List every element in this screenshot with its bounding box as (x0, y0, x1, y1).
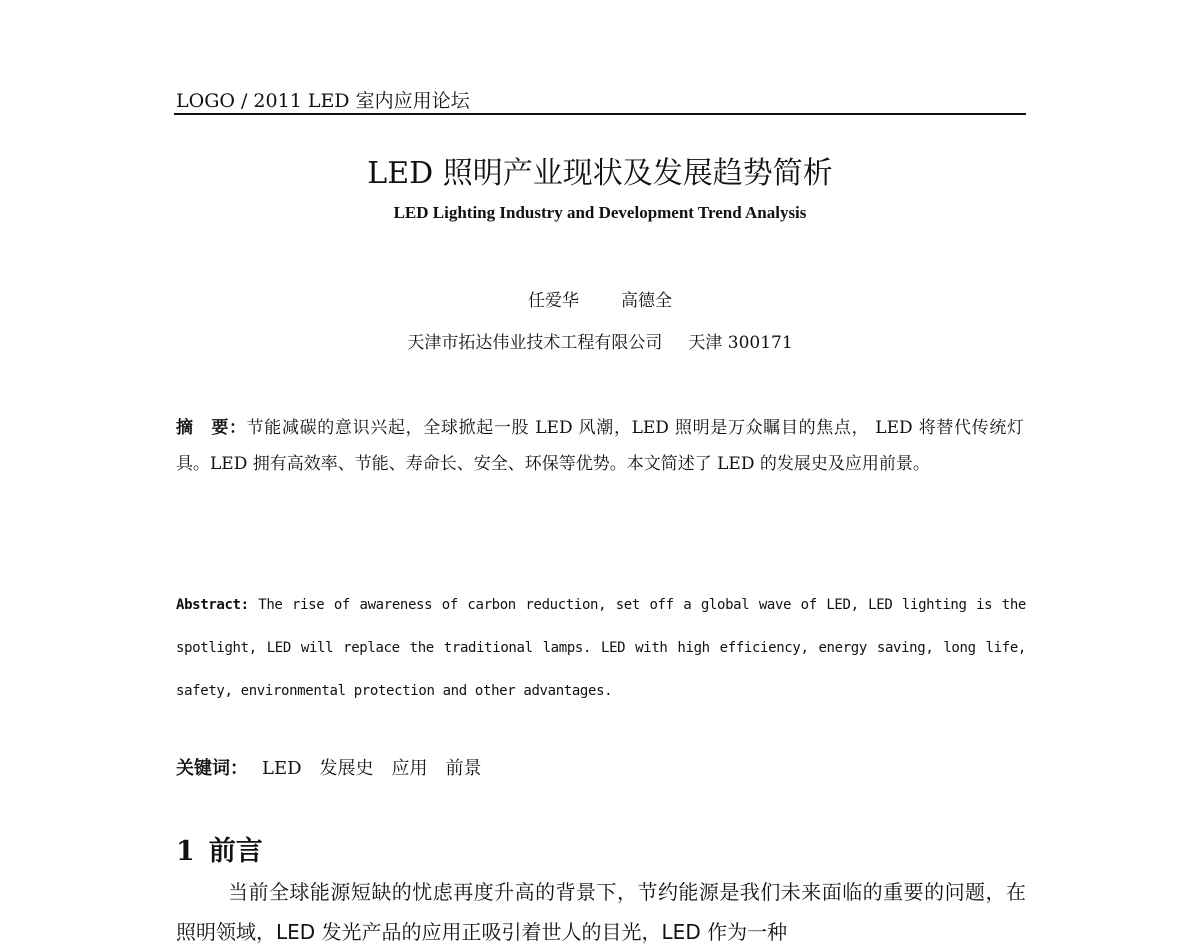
keyword: 应用 (391, 758, 428, 779)
keyword: 前景 (445, 758, 482, 779)
affiliation-city-postcode: 天津 300171 (688, 333, 793, 353)
author-name: 高德全 (621, 291, 672, 311)
keyword: 发展史 (319, 758, 374, 779)
section-heading (176, 829, 263, 868)
keywords (176, 754, 482, 780)
abstract-english-label: Abstract: (176, 597, 249, 613)
section-number: 1 (176, 836, 195, 867)
author-list (0, 286, 1200, 311)
running-header: LOGO / 2011 LED 室内应用论坛 (176, 90, 470, 112)
paper-title-chinese: LED 照明产业现状及发展趋势简析 (367, 156, 833, 191)
abstract-english (176, 584, 1026, 713)
affiliation-organization: 天津市拓达伟业技术工程有限公司 (407, 333, 663, 353)
keyword: LED (262, 758, 302, 779)
abstract-chinese-label: 摘 要： (176, 418, 247, 438)
author-affiliation (0, 328, 1200, 353)
abstract-english-text: The rise of awareness of carbon reduction, set off a global wave of LED, LED lighting is the spotlight, LED will replace the traditional lamps. LED with high efficiency, energy saving, long life, safety, environmental protection and other advantages. (176, 597, 1026, 699)
author-name: 任爱华 (528, 291, 579, 311)
abstract-chinese-text: 节能减碳的意识兴起，全球掀起一股 LED 风潮，LED 照明是万众瞩目的焦点， LED 将替代传统灯具。LED 拥有高效率、节能、寿命长、安全、环保等优势。本文简述了 LED 的发展史及应用前景。 (176, 418, 1024, 474)
section-title: 前言 (208, 836, 263, 867)
abstract-chinese (176, 410, 1024, 482)
section-body-paragraph: 当前全球能源短缺的忧虑再度升高的背景下，节约能源是我们未来面临的重要的问题，在照明领域，LED 发光产品的应用正吸引着世人的目光，LED 作为一种 (176, 880, 1026, 944)
keywords-label: 关键词： (176, 758, 248, 779)
header-rule (174, 113, 1026, 115)
paper-title-english: LED Lighting Industry and Development Trend Analysis (393, 203, 807, 222)
